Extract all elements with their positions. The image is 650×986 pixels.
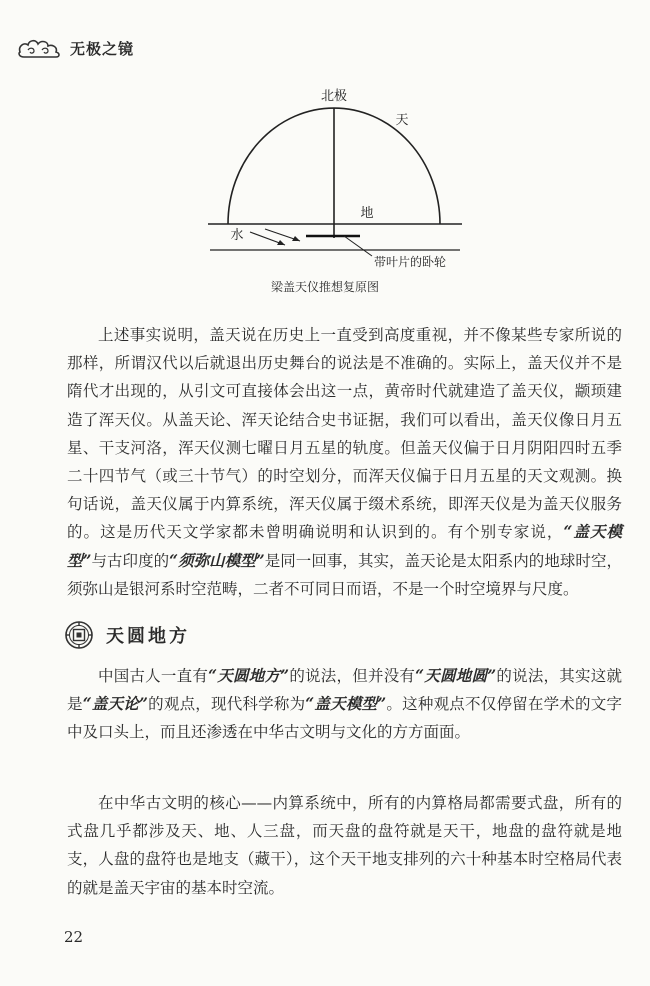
label-water: 水 [230,228,244,243]
book-title: 无极之镜 [70,39,135,58]
gaitian-diagram [0,0,650,300]
label-wheel: 带叶片的卧轮 [374,255,447,269]
label-earth: 地 [360,206,374,221]
section-title: 天圆地方 [106,626,190,647]
paragraph-round-heaven: 中国古人一直有“天圆地方”的说法，但并没有“天圆地圆”的说法，其实这就是“盖天论”的观点，现代科学称为“盖天模型”。这种观点不仅停留在学术的文字中及口头上，而且还渗透在中华古文明与文化的方方面面。 [67,666,622,742]
paragraph-gaitian-history: 上述事实说明，盖天说在历史上一直受到高度重视，并不像某些专家所说的那样，所谓汉代以后就退出历史舞台的说法是不准确的。实际上，盖天仪并不是隋代才出现的，从引文可直接体会出这一点，黄帝时代就建造了盖天仪，颛顼建造了浑天仪。从盖天论、浑天论结合史书证据，我们可以看出，盖天仪像日月五星、干支河洛，浑天仪测七曜日月五星的轨度。但盖天仪偏于日月阴阳四时五季二十四节气（或三十节气）的时空划分，而浑天仪偏于日月五星的天文观测。换句话说，盖天仪属于内算系统，浑天仪属于缀术系统，即浑天仪是为盖天仪服务的。这是历代天文学家都未曾明确说明和认识到的。有个别专家说，“盖天模型”与古印度的“须弥山模型”是同一回事，其实，盖天论是太阳系内的地球时空，须弥山是银河系时空范畴，二者不可同日而语，不是一个时空境界与尺度。 [67,326,622,598]
seal-ornament-icon [64,620,94,650]
wheel-leader-line [344,236,372,256]
label-heaven: 天 [395,113,409,128]
page-number: 22 [64,928,84,946]
section-heading [64,620,190,650]
paragraph-inner-calculation: 在中华古文明的核心——内算系统中，所有的内算格局都需要式盘，所有的式盘几乎都涉及天、地、人三盘，而天盘的盘符就是天干，地盘的盘符就是地支，人盘的盘符也是地支（藏干），这个天干地支排列的六十种基本时空格局代表的就是盖天宇宙的基本时空流。 [67,794,622,897]
figure-caption: 梁盖天仪推想复原图 [270,280,379,294]
label-north-pole: 北极 [320,89,348,104]
